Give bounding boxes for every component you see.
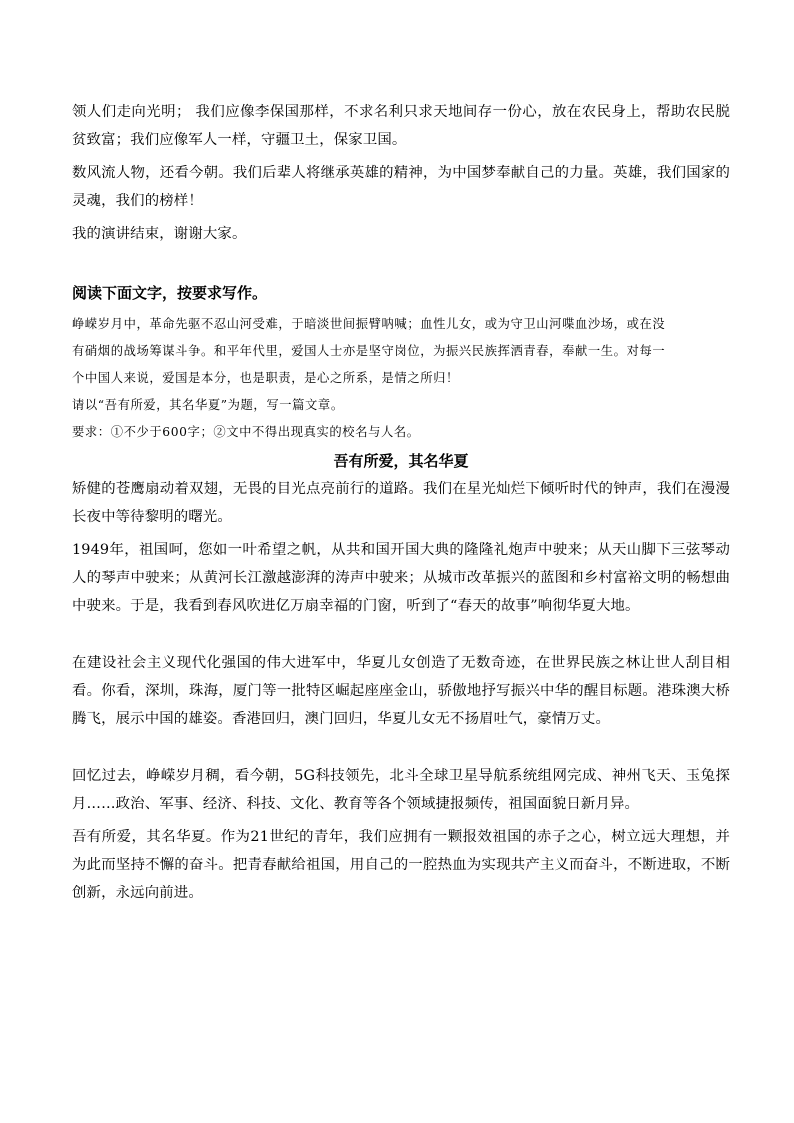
speech-closing: 我的演讲结束，谢谢大家。 — [72, 226, 247, 242]
speech-paragraph-1: 领人们走向光明； 我们应像李保国那样，不求名利只求天地间存一份心，放在农民身上，帮助农民脱贫致富；我们应像军人一样，守疆卫土，保家卫国。 — [72, 104, 730, 148]
essay-paragraph-2: 1949年，祖国呵，您如一叶希望之帆，从共和国开国大典的隆隆礼炮声中驶来；从天山脚下三弦琴动人的琴声中驶来；从黄河长江激越澎湃的涛声中驶来；从城市改革振兴的蓝图和乡村富裕文明的畅想曲中驶来。于是，我看到春风吹进亿万扇幸福的门窗，听到了“春天的故事”响彻华夏大地。 — [72, 542, 730, 614]
prompt-instruction: 请以“吾有所爱，其名华夏”为题，写一篇文章。 — [72, 398, 344, 412]
essay-paragraph-1: 矫健的苍鹰扇动着双翅，无畏的目光点亮前行的道路。我们在星光灿烂下倾听时代的钟声，我们在漫漫长夜中等待黎明的曙光。 — [72, 481, 730, 525]
essay-title: 吾有所爱，其名华夏 — [333, 452, 469, 470]
prompt-text-line-3: 个中国人来说，爱国是本分，也是职责，是心之所系，是情之所归！ — [72, 371, 459, 385]
prompt-requirements: 要求：①不少于600字；②文中不得出现真实的校名与人名。 — [72, 425, 420, 439]
prompt-heading: 阅读下面文字，按要求写作。 — [72, 284, 268, 302]
essay-paragraph-5: 吾有所爱，其名华夏。作为21世纪的青年，我们应拥有一颗报效祖国的赤子之心，树立远大理想，并为此而坚持不懈的奋斗。把青春献给祖国，用自己的一腔热血为实现共产主义而奋斗，不断进取，不断创新，永远向前进。 — [72, 829, 730, 901]
speech-paragraph-2: 数风流人物，还看今朝。我们后辈人将继承英雄的精神，为中国梦奉献自己的力量。英雄，我们国家的灵魂，我们的榜样！ — [72, 165, 730, 209]
essay-paragraph-4: 回忆过去，峥嵘岁月稠，看今朝，5G科技领先，北斗全球卫星导航系统组网完成、神州飞天、玉兔探月……政治、军事、经济、科技、文化、教育等各个领域捷报频传，祖国面貌日新月异。 — [72, 768, 730, 812]
document-content — [72, 98, 730, 912]
essay-paragraph-3: 在建设社会主义现代化强国的伟大进军中，华夏儿女创造了无数奇迹，在世界民族之林让世人刮目相看。你看，深圳，珠海，厦门等一批特区崛起座座金山，骄傲地抒写振兴中华的醒目标题。港珠澳大桥腾飞，展示中国的雄姿。香港回归，澳门回归，华夏儿女无不扬眉吐气，豪情万丈。 — [72, 655, 730, 727]
prompt-text-line-2: 有硝烟的战场筹谋斗争。和平年代里，爱国人士亦是坚守岗位，为振兴民族挥洒青春，奉献一生。对每一 — [72, 344, 666, 358]
prompt-text-line-1: 峥嵘岁月中，革命先驱不忍山河受难，于暗淡世间振臂呐喊；血性儿女，或为守卫山河喋血沙场，或在没 — [72, 317, 666, 331]
